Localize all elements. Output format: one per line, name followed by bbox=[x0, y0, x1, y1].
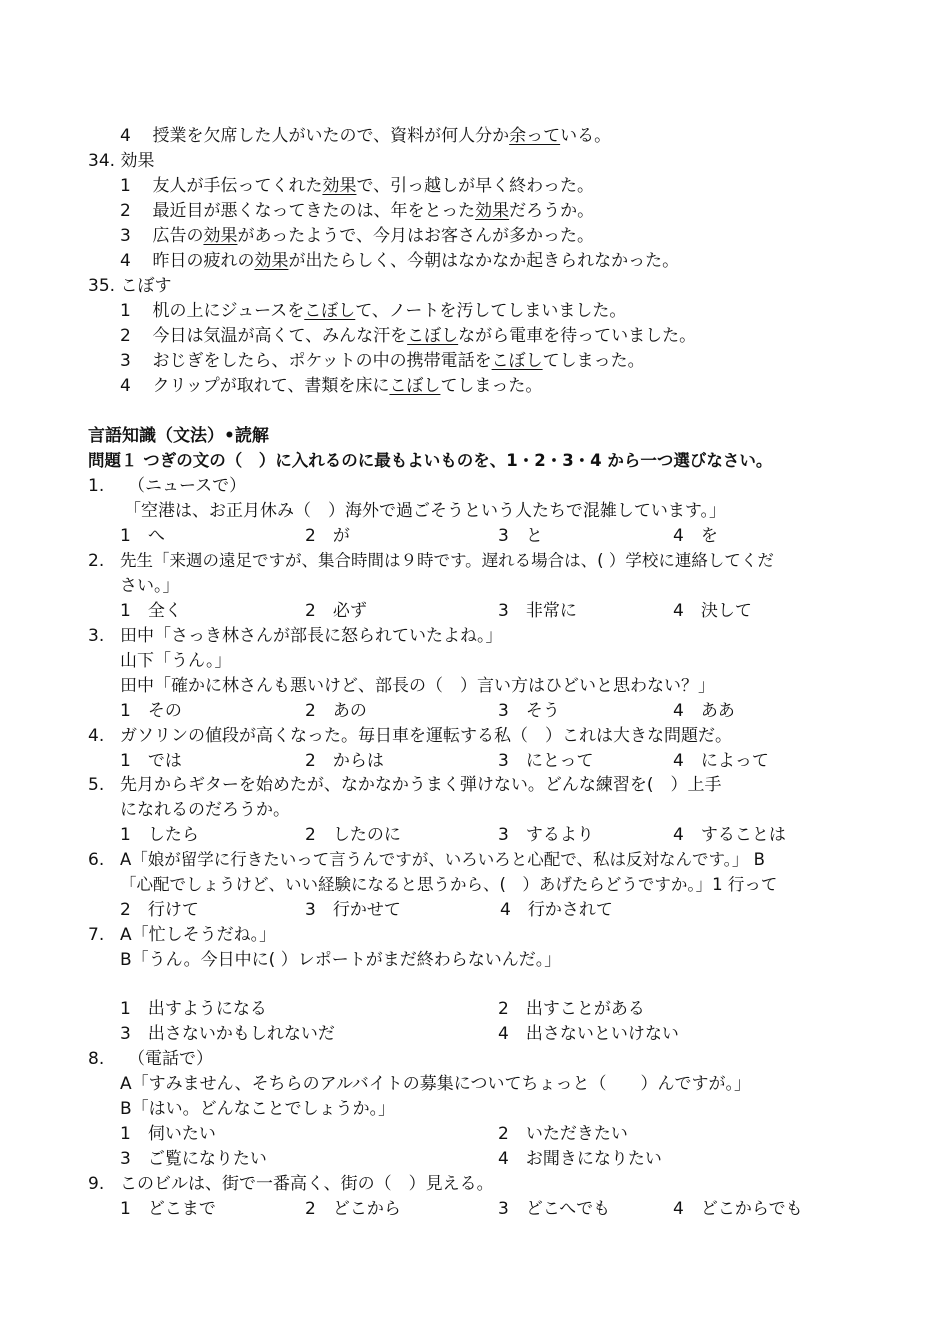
option-number: 2 bbox=[120, 201, 131, 221]
q8-line1: （電話で） bbox=[128, 1049, 213, 1069]
q3-line2: 山下「うん。」 bbox=[120, 651, 232, 671]
q2-line2: さい。」 bbox=[120, 576, 180, 596]
option-text-post: てしまった。 bbox=[440, 376, 543, 396]
option-number: 1 bbox=[120, 301, 131, 321]
q9-option-2: 2 どこから bbox=[305, 1199, 401, 1219]
q2-number: 2. bbox=[88, 551, 105, 571]
option-text-post: だろうか。 bbox=[509, 201, 595, 221]
q7-option-3: 3 出さないかもしれないだ bbox=[120, 1024, 335, 1044]
q8-option-4: 4 お聞きになりたい bbox=[498, 1149, 662, 1169]
q34-option-2 bbox=[120, 199, 594, 223]
q6-number: 6. bbox=[88, 850, 105, 870]
option-text-pre: 授業を欠席した人がいたので、資料が何人分か bbox=[152, 126, 510, 146]
option-text-pre: 友人が手伝ってくれた bbox=[152, 176, 323, 196]
q1-line1: （ニュースで） bbox=[128, 476, 247, 496]
q34-title: 34. 効果 bbox=[88, 151, 155, 171]
underlined-word: こぼし bbox=[304, 301, 356, 321]
q8-option-3: 3 ご覧になりたい bbox=[120, 1149, 267, 1169]
q4-option-1: 1 では bbox=[120, 751, 182, 771]
option-text-pre: 広告の bbox=[152, 226, 204, 246]
q3-option-3: 3 そう bbox=[498, 701, 560, 721]
q6-option-3: 3 行かせて bbox=[305, 900, 401, 920]
q6-option-2: 2 行けて bbox=[120, 900, 199, 920]
q9-line1: このビルは、街で一番高く、街の（ ）見える。 bbox=[120, 1174, 494, 1194]
q6-line1: A「娘が留学に行きたいって言うんですが、いろいろと心配で、私は反対なんです。」 B bbox=[120, 850, 765, 869]
q5-option-2: 2 したのに bbox=[305, 825, 401, 845]
option-text-post: てしまった。 bbox=[542, 351, 645, 371]
q3-line3: 田中「確かに林さんも悪いけど、部長の（ ）言い方はひどいと思わない？」 bbox=[120, 676, 715, 696]
q6-option-4: 4 行かされて bbox=[500, 900, 613, 920]
q3-option-4: 4 ああ bbox=[673, 701, 735, 721]
q34-option-4 bbox=[120, 249, 679, 273]
q35-option-4 bbox=[120, 374, 542, 398]
q9-number: 9. bbox=[88, 1174, 105, 1194]
q4-number: 4. bbox=[88, 726, 105, 746]
q4-option-3: 3 にとって bbox=[498, 751, 594, 771]
q8-line2: A「すみません、そちらのアルバイトの募集についてちょっと（ ）んですが。」 bbox=[120, 1074, 751, 1094]
q7-option-1: 1 出すようになる bbox=[120, 999, 267, 1019]
q2-option-1: 1 全く bbox=[120, 601, 182, 621]
q7-number: 7. bbox=[88, 925, 105, 945]
q9-option-3: 3 どこへでも bbox=[498, 1199, 611, 1219]
option-text-pre: 昨日の疲れの bbox=[152, 251, 255, 271]
q5-option-1: 1 したら bbox=[120, 825, 199, 845]
q2-line1: 先生「来週の遠足ですが、集合時間は９時です。遅れる場合は、( ）学校に連絡してくだ bbox=[120, 551, 774, 570]
option-text-post: て、ノートを汚してしまいました。 bbox=[355, 301, 627, 321]
q34-option-3 bbox=[120, 224, 594, 248]
option-number: 4 bbox=[120, 126, 131, 146]
q4-option-4: 4 によって bbox=[673, 751, 769, 771]
q7-line2: B「うん。今日中に( ）レポートがまだ終わらないんだ。」 bbox=[120, 950, 562, 970]
q7-line1: A「忙しそうだね。」 bbox=[120, 925, 277, 945]
q3-number: 3. bbox=[88, 626, 105, 646]
q5-line1: 先月からギターを始めたが、なかなかうまく弾けない。どんな練習を( ）上手 bbox=[120, 775, 722, 795]
q35-option-2 bbox=[120, 324, 696, 348]
option-text-pre: 最近目が悪くなってきたのは、年をとった bbox=[152, 201, 476, 221]
q7-option-4: 4 出さないといけない bbox=[498, 1024, 679, 1044]
section-heading: 言語知識（文法）•読解 bbox=[88, 426, 269, 446]
underlined-word: 効果 bbox=[322, 176, 357, 196]
q1-option-3: 3 と bbox=[498, 526, 543, 546]
option-number: 1 bbox=[120, 176, 131, 196]
option-text-post: ながら電車を待っていました。 bbox=[458, 326, 697, 346]
q3-line1: 田中「さっき林さんが部長に怒られていたよね。」 bbox=[120, 626, 503, 646]
option-text-post: が出たらしく、今朝はなかなか起きられなかった。 bbox=[288, 251, 680, 271]
option-text-pre: 今日は気温が高くて、みんな汗を bbox=[152, 326, 408, 346]
q3-option-1: 1 その bbox=[120, 701, 182, 721]
underlined-word: 効果 bbox=[203, 226, 238, 246]
option-text-post: があったようで、今月はお客さんが多かった。 bbox=[237, 226, 594, 246]
option-text-pre: おじぎをしたら、ポケットの中の携帯電話を bbox=[152, 351, 492, 371]
q5-line2: になれるのだろうか。 bbox=[120, 800, 290, 820]
underlined-word: こぼし bbox=[389, 376, 441, 396]
q8-option-2: 2 いただきたい bbox=[498, 1124, 628, 1144]
q35-title: 35. こぼす bbox=[88, 276, 172, 296]
q8-number: 8. bbox=[88, 1049, 105, 1069]
q4-line1: ガソリンの値段が高くなった。毎日車を運転する私（ ）これは大きな問題だ。 bbox=[120, 726, 732, 746]
q4-option-2: 2 からは bbox=[305, 751, 384, 771]
q1-number: 1. bbox=[88, 476, 105, 496]
q7-option-2: 2 出すことがある bbox=[498, 999, 645, 1019]
q2-option-4: 4 決して bbox=[673, 601, 752, 621]
q33-option-4 bbox=[120, 124, 611, 148]
underlined-word: 余って bbox=[509, 126, 561, 146]
q8-line3: B「はい。どんなことでしょうか。」 bbox=[120, 1099, 396, 1119]
q3-option-2: 2 あの bbox=[305, 701, 367, 721]
q8-option-1: 1 伺いたい bbox=[120, 1124, 216, 1144]
q5-number: 5. bbox=[88, 775, 105, 795]
q1-option-1: 1 へ bbox=[120, 526, 165, 546]
q35-option-1 bbox=[120, 299, 626, 323]
q6-line2: 「心配でしょうけど、いい経験になると思うから、( ）あげたらどうですか。」1 行って bbox=[120, 875, 778, 894]
underlined-word: 効果 bbox=[475, 201, 510, 221]
option-number: 3 bbox=[120, 226, 131, 246]
q5-option-3: 3 するより bbox=[498, 825, 594, 845]
q2-option-2: 2 必ず bbox=[305, 601, 367, 621]
q9-option-1: 1 どこまで bbox=[120, 1199, 216, 1219]
q34-option-1 bbox=[120, 174, 594, 198]
section-instruction: 問題１ つぎの文の（ ）に入れるのに最もよいものを、1・2・3・4 から一つ選びなさい。 bbox=[88, 451, 773, 470]
option-number: 4 bbox=[120, 251, 131, 271]
q1-line2: 「空港は、お正月休み（ ）海外で過ごそうという人たちで混雑しています。」 bbox=[124, 501, 726, 521]
q9-option-4: 4 どこからでも bbox=[673, 1199, 803, 1219]
option-number: 3 bbox=[120, 351, 131, 371]
underlined-word: 効果 bbox=[254, 251, 289, 271]
option-number: 2 bbox=[120, 326, 131, 346]
underlined-word: こぼし bbox=[407, 326, 459, 346]
q1-option-2: 2 が bbox=[305, 526, 350, 546]
option-text-pre: クリップが取れて、書類を床に bbox=[152, 376, 390, 396]
option-text-pre: 机の上にジュースを bbox=[152, 301, 305, 321]
option-text-post: で、引っ越しが早く終わった。 bbox=[356, 176, 594, 196]
q5-option-4: 4 することは bbox=[673, 825, 786, 845]
option-number: 4 bbox=[120, 376, 131, 396]
underlined-word: こぼし bbox=[491, 351, 543, 371]
q35-option-3 bbox=[120, 349, 645, 373]
option-text-post: いる。 bbox=[560, 126, 612, 146]
q1-option-4: 4 を bbox=[673, 526, 718, 546]
q2-option-3: 3 非常に bbox=[498, 601, 577, 621]
